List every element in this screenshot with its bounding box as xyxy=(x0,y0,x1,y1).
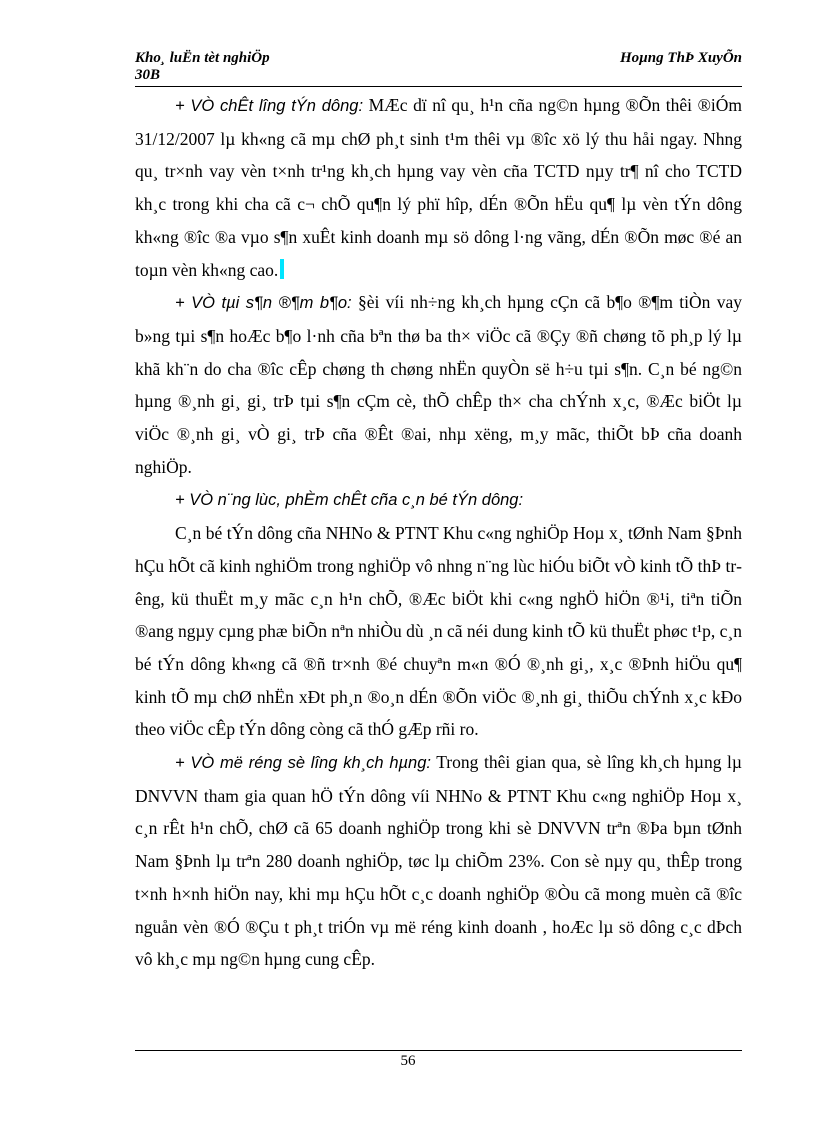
paragraph-collateral xyxy=(135,286,742,483)
paragraph-customer-expansion xyxy=(135,746,742,976)
header-rule xyxy=(135,86,742,87)
paragraph-text: Trong thêi gian qua, sè lîng kh¸ch hµng lµ DNVVN tham gia quan hÖ tÝn dông víi NHNo & PTNT Khu c«ng nghiÖp Hoµ x¸ c¸n rÊt h¹n chÕ, chØ cã 65 doanh nghiÖp trong khi sè DNVVN trªn ®Þa bµn tØnh Nam §Þnh lµ trªn 280 doanh nghiÖp, tøc lµ chiÕm 23%. Con sè nµy qu¸ thÊp trong t×nh h×nh hiÖn nay, khi mµ hÇu hÕt c¸c doanh nghiÖp ®Òu cã mong muèn cã ®îc nguån vèn ®Ó ®Çu t ph¸t triÓn vµ më réng kinh doanh , hoÆc lµ sö dông c¸c dÞch vô kh¸c mµ ng©n hµng cung cÊp. xyxy=(135,752,742,970)
text-cursor xyxy=(280,259,284,279)
header-thesis-title: Kho¸ luËn tèt nghiÖp xyxy=(135,50,270,66)
paragraph-heading: + VÒ tµi s¶n ®¶m b¶o: xyxy=(175,294,352,313)
paragraph-heading: + VÒ n¨ng lùc, phÈm chÊt cña c¸n bé tÝn dông: xyxy=(175,491,524,510)
paragraph-staff-capacity-heading xyxy=(135,483,742,517)
paragraph-credit-quality xyxy=(135,89,742,286)
header-class: 30B xyxy=(135,67,161,83)
paragraph-text: MÆc dï nî qu¸ h¹n cña ng©n hµng ®Õn thêi ®iÓm 31/12/2007 lµ kh«ng cã mµ chØ ph¸t sinh t¹m thêi vµ ®îc xö lý thu håi ngay. Nhng qu¸ tr×nh vay vèn t×nh tr¹ng kh¸ch hµng vay vèn cña TCTD nµy tr¶ nî cho TCTD kh¸c trong khi cha cã c¬ chÕ qu¶n lý phï hîp, dÉn ®Õn hËu qu¶ lµ vèn tÝn dông kh«ng ®îc ®a vµo s¶n xuÊt kinh doanh mµ sö dông l·ng vãng, dÉn ®Õn møc ®é an toµn vèn kh«ng cao. xyxy=(135,95,742,280)
body-text[interactable] xyxy=(135,89,742,976)
page-number: 56 xyxy=(400,1053,416,1069)
paragraph-staff-capacity xyxy=(135,517,742,746)
paragraph-heading: + VÒ chÊt lîng tÝn dông: xyxy=(175,97,364,115)
paragraph-heading: + VÒ më réng sè lîng kh¸ch hµng: xyxy=(175,754,431,773)
paragraph-text: §èi víi nh÷ng kh¸ch hµng cÇn cã b¶o ®¶m tiÒn vay b»ng tµi s¶n hoÆc b¶o l·nh cña bªn thø ba th× viÖc cã ®Çy ®ñ chøng tõ ph¸p lý lµ khã kh¨n do cha ®îc cÊp chøng th chøng nhËn quyÒn së h÷u tµi s¶n. C¸n bé ng©n hµng ®¸nh gi¸ gi¸ trÞ tµi s¶n cÇm cè, thÕ chÊp th× cha chÝnh x¸c, ®Æc biÖt lµ viÖc ®¸nh gi¸ vÒ gi¸ trÞ cña ®Êt ®ai, nhµ xëng, m¸y mãc, thiÕt bÞ cña doanh nghiÖp. xyxy=(135,292,742,477)
header-left xyxy=(135,50,270,84)
header-author: Hoµng ThÞ XuyÕn xyxy=(620,50,742,66)
footer-rule xyxy=(135,1050,742,1051)
paragraph-text: C¸n bé tÝn dông cña NHNo & PTNT Khu c«ng nghiÖp Hoµ x¸ tØnh Nam §Þnh hÇu hÕt cã kinh nghiÖm trong nghiÖp vô nhng n¨ng lùc hiÓu biÕt vÒ kinh tÕ thÞ trêng, kü thuËt m¸y mãc c¸n h¹n chÕ, ®Æc biÖt khi c«ng nghÖ hiÖn ®¹i, tiªn tiÕn ®ang ngµy cµng phæ biÕn nªn nhiÒu dù ¸n cã néi dung kinh tÕ kü thuËt phøc t¹p, c¸n bé tÝn dông kh«ng cã ®ñ tr×nh ®é chuyªn m«n ®Ó ®¸nh gi¸, x¸c ®Þnh hiÖu qu¶ kinh tÕ mµ chØ nhËn xÐt ph¸n ®o¸n dÉn ®Õn viÖc ®¸nh gi¸ thiÕu chÝnh x¸c kÐo theo viÖc cÊp tÝn dông còng cã thÓ gÆp rñi ro. xyxy=(135,523,742,740)
